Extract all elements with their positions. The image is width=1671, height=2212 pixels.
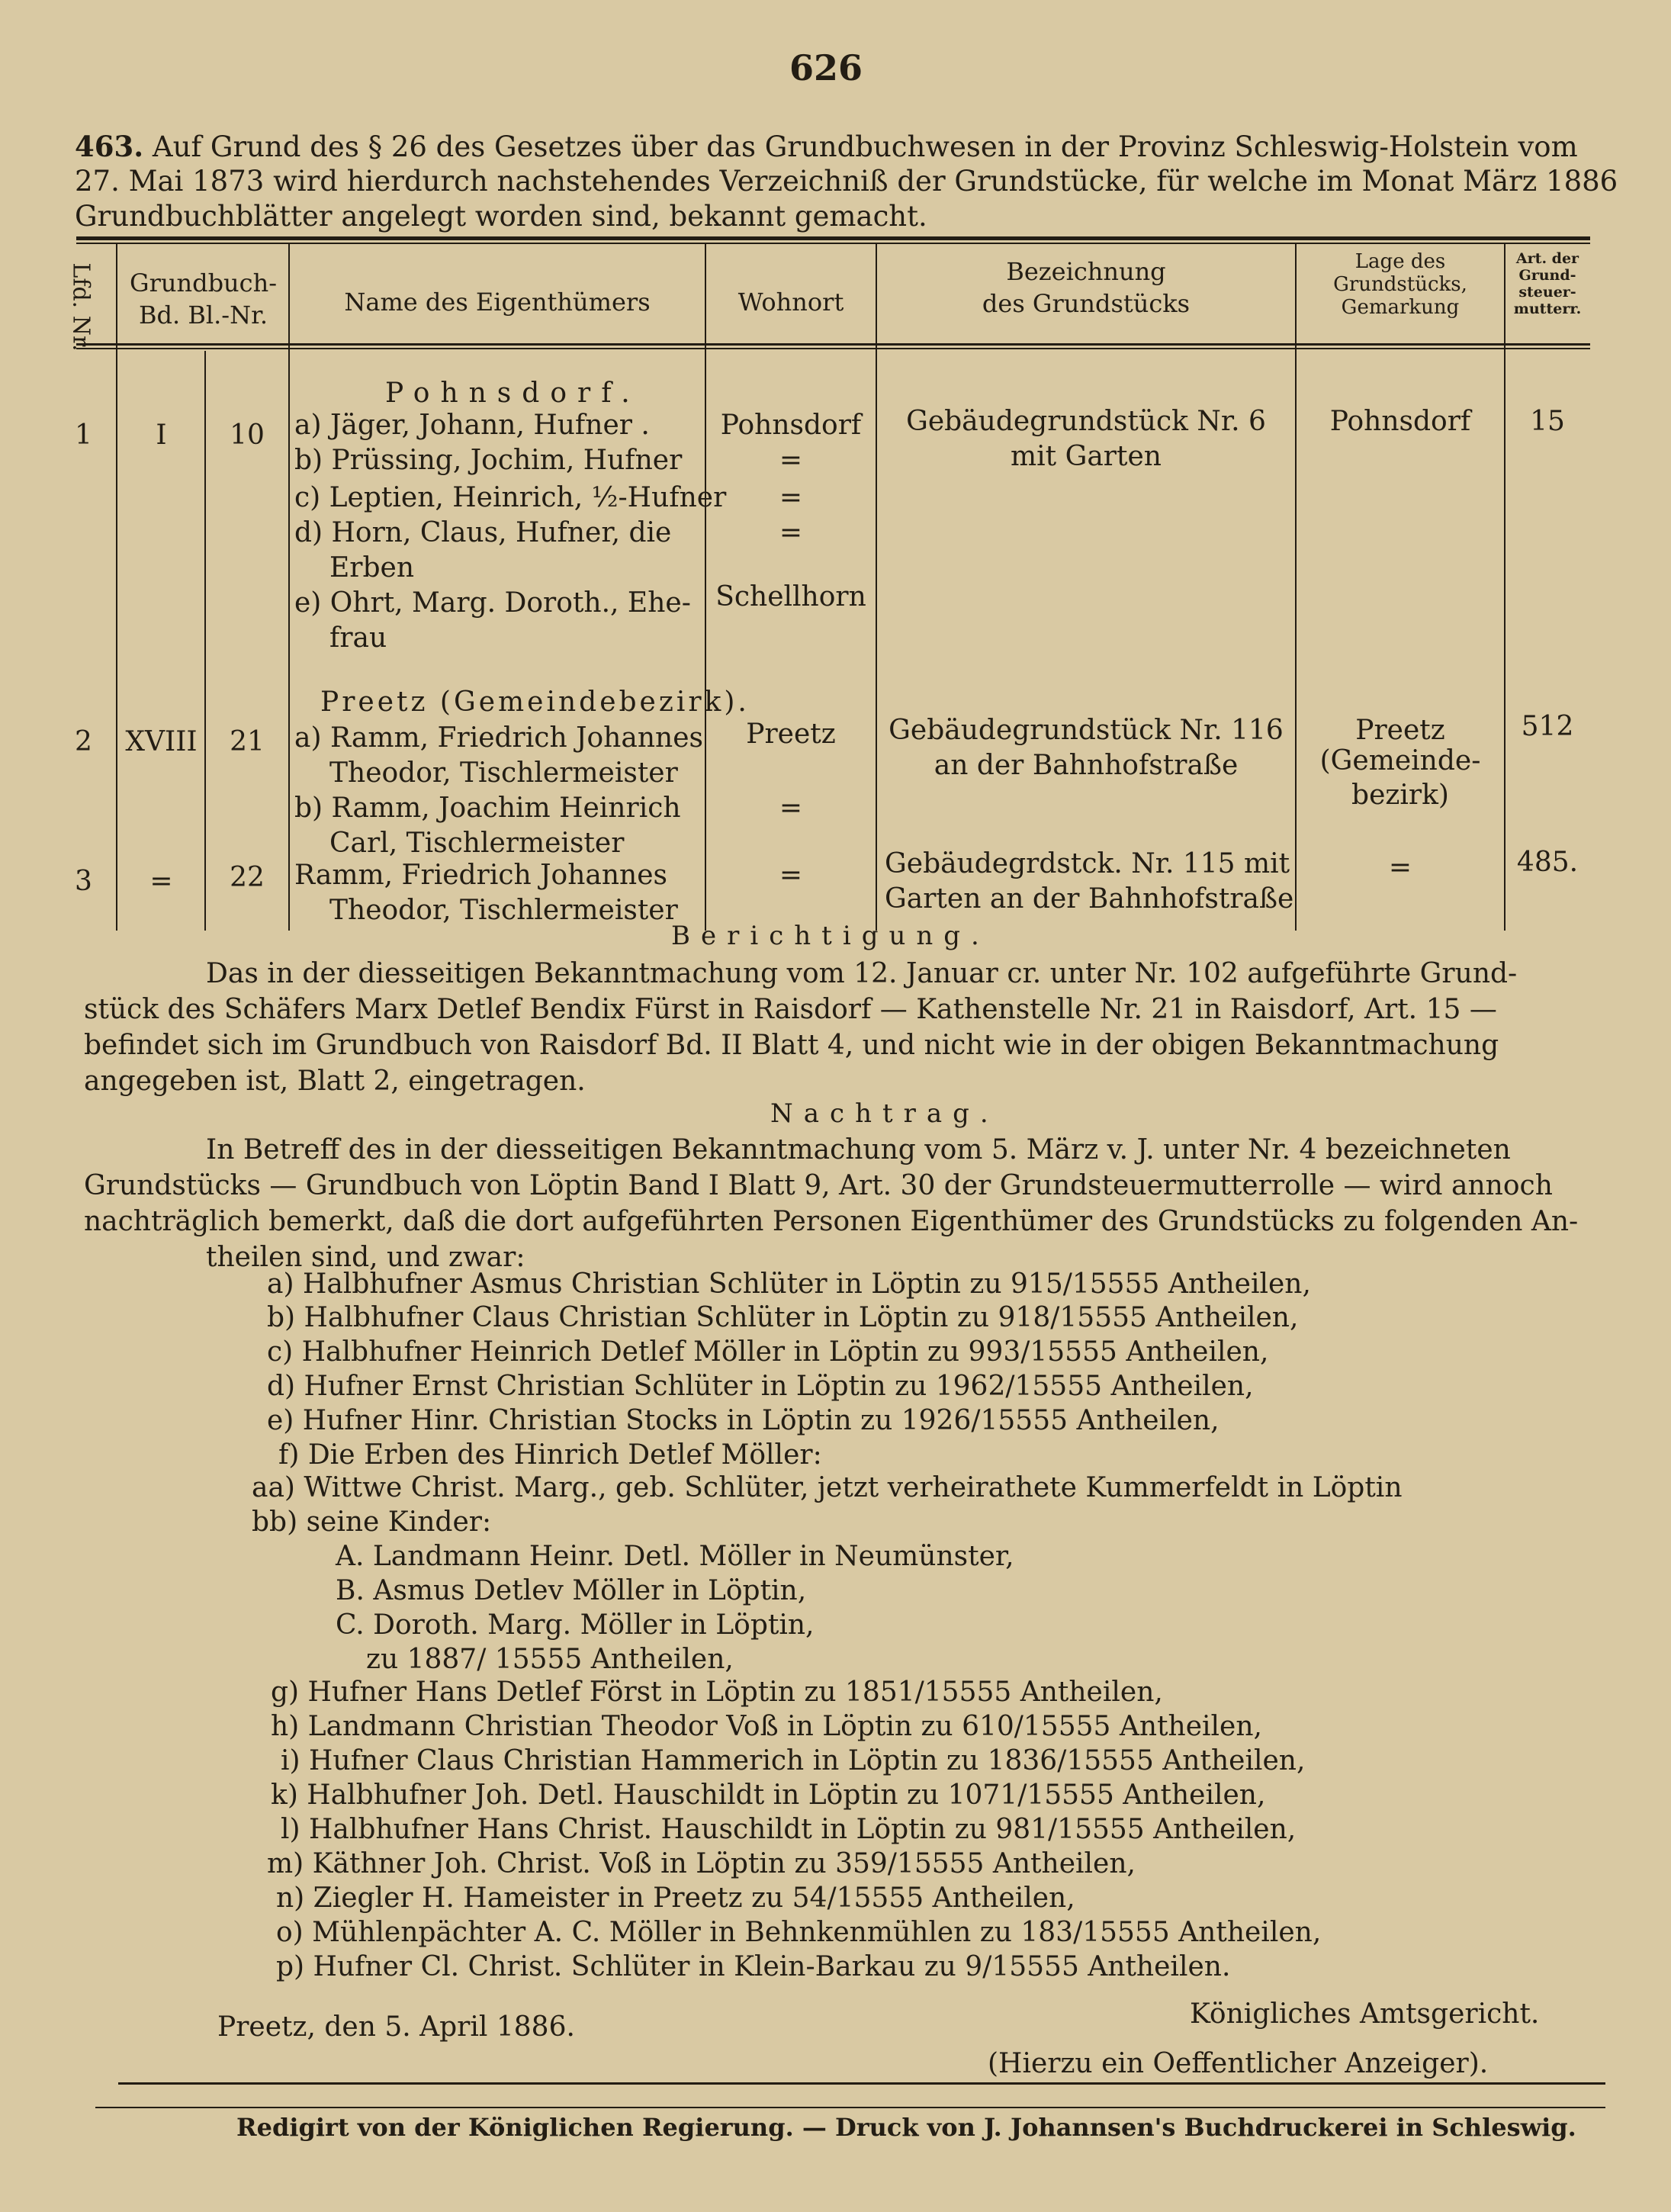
row1-wohnort-b: = <box>779 445 803 476</box>
row2-lage-3: bezirk) <box>1351 780 1449 811</box>
row1-owner-d-cont: Erben <box>329 552 415 584</box>
list-item: A. Landmann Heinr. Detl. Möller in Neumünster, <box>336 1541 1014 1572</box>
row2-lfd: 2 <box>75 726 92 757</box>
header-lage: Lage des Grundstücks, Gemarkung <box>1333 250 1467 319</box>
row1-bl: 10 <box>230 420 265 451</box>
header-art: Art. der Grund- steuer- mutterr. <box>1513 250 1582 317</box>
closing-rule <box>118 2082 1605 2085</box>
row1-wohnort-c: = <box>779 482 803 513</box>
row1-owner-e-cont: frau <box>329 622 387 654</box>
row2-bd: XVIII <box>125 726 198 757</box>
list-item: B. Asmus Detlev Möller in Löptin, <box>336 1575 807 1606</box>
section-place-pohnsdorf: Pohnsdorf. <box>385 378 641 409</box>
row3-art: 485. <box>1516 847 1579 878</box>
list-item: g) Hufner Hans Detlef Först in Löptin zu 1851/15555 Antheilen, <box>271 1677 1163 1708</box>
nachtrag-line-1: In Betreff des in der diesseitigen Bekanntmachung vom 5. März v. J. unter Nr. 4 bezeichneten <box>206 1134 1511 1165</box>
list-item: c) Halbhufner Heinrich Detlef Möller in Löptin zu 993/15555 Antheilen, <box>267 1336 1269 1368</box>
row3-lfd: 3 <box>75 866 92 897</box>
row3-bd: = <box>149 866 173 897</box>
row2-bezeichnung-2: an der Bahnhofstraße <box>934 750 1239 781</box>
row2-owner-b: b) Ramm, Joachim Heinrich <box>294 793 681 824</box>
row2-owner-b-cont: Carl, Tischlermeister <box>329 828 625 859</box>
row1-owner-b: b) Prüssing, Jochim, Hufner <box>294 445 683 476</box>
berichtigung-line-4: angegeben ist, Blatt 2, eingetragen. <box>84 1066 586 1097</box>
row2-lage-1: Preetz <box>1355 715 1445 746</box>
col-divider-6 <box>1504 244 1506 931</box>
list-item: a) Halbhufner Asmus Christian Schlüter in Löptin zu 915/15555 Antheilen, <box>267 1268 1311 1300</box>
row3-owner-cont: Theodor, Tischlermeister <box>329 895 678 926</box>
row1-art: 15 <box>1530 406 1565 437</box>
row1-wohnort-a: Pohnsdorf <box>720 410 862 441</box>
nachtrag-line-3: nachträglich bemerkt, daß die dort aufgeführten Personen Eigenthümer des Grundstücks zu folgenden An- <box>84 1206 1579 1237</box>
list-item: b) Halbhufner Claus Christian Schlüter in Löptin zu 918/15555 Antheilen, <box>267 1302 1299 1333</box>
berichtigung-line-1: Das in der diesseitigen Bekanntmachung vom 12. Januar cr. unter Nr. 102 aufgeführte Grund- <box>206 958 1518 989</box>
row1-lage: Pohnsdorf <box>1329 406 1471 437</box>
row2-lage-2: (Gemeinde- <box>1319 745 1481 776</box>
row2-bezeichnung-1: Gebäudegrundstück Nr. 116 <box>889 715 1284 746</box>
table-top-rule <box>76 236 1590 240</box>
section-place-preetz: Preetz (Gemeindebezirk). <box>320 686 750 718</box>
list-item: m) Käthner Joh. Christ. Voß in Löptin zu 359/15555 Antheilen, <box>267 1848 1136 1879</box>
nachtrag-line-4: theilen sind, und zwar: <box>206 1242 525 1273</box>
row2-wohnort-b: = <box>779 793 803 824</box>
list-item: d) Hufner Ernst Christian Schlüter in Löptin zu 1962/15555 Antheilen, <box>267 1371 1254 1402</box>
intro-line-1: 463. Auf Grund des § 26 des Gesetzes über das Grundbuchwesen in der Provinz Schleswig-Holstein vom <box>75 130 1578 163</box>
row1-owner-e: e) Ohrt, Marg. Doroth., Ehe- <box>294 587 691 619</box>
row2-wohnort-a: Preetz <box>746 719 836 750</box>
list-item: l) Halbhufner Hans Christ. Hauschildt in Löptin zu 981/15555 Antheilen, <box>281 1814 1297 1845</box>
list-item: C. Doroth. Marg. Möller in Löptin, <box>336 1609 815 1641</box>
page-number: 626 <box>789 47 863 88</box>
list-item: f) Die Erben des Hinrich Detlef Möller: <box>278 1439 822 1471</box>
row3-lage: = <box>1388 852 1412 883</box>
nachtrag-line-2: Grundstücks — Grundbuch von Löptin Band I Blatt 9, Art. 30 der Grundsteuermutterrolle — wird annoch <box>84 1170 1553 1201</box>
header-grundbuch: Grundbuch- Bd. Bl.-Nr. <box>130 268 277 330</box>
row1-wohnort-e: Schellhorn <box>715 581 866 612</box>
row2-owner-a: a) Ramm, Friedrich Johannes <box>294 722 703 754</box>
berichtigung-line-3: befindet sich im Grundbuch von Raisdorf Bd. II Blatt 4, und nicht wie in der obigen Bekanntmachung <box>84 1030 1499 1061</box>
row3-owner: Ramm, Friedrich Johannes <box>294 860 668 891</box>
list-item: bb) seine Kinder: <box>252 1506 492 1538</box>
list-item: k) Halbhufner Joh. Detl. Hauschildt in Löptin zu 1071/15555 Antheilen, <box>271 1780 1266 1811</box>
berichtigung-line-2: stück des Schäfers Marx Detlef Bendix Fürst in Raisdorf — Kathenstelle Nr. 21 in Raisdorf, Art. 15 — <box>84 994 1497 1025</box>
header-wohnort: Wohnort <box>737 288 844 317</box>
row1-lfd: 1 <box>75 420 92 451</box>
row1-bd: I <box>156 420 167 451</box>
col-divider-2 <box>288 244 290 931</box>
row1-bezeichnung-2: mit Garten <box>1011 441 1162 472</box>
row3-bl: 22 <box>230 862 265 893</box>
intro-line-2: 27. Mai 1873 wird hierdurch nachstehendes Verzeichniß der Grundstücke, für welche im Monat März 1886 <box>75 165 1618 198</box>
header-lfd: Lfd. Nr. <box>67 262 95 352</box>
header-bezeichnung: Bezeichnung des Grundstücks <box>982 257 1191 318</box>
berichtigung-title: Berichtigung. <box>671 921 990 951</box>
list-item: p) Hufner Cl. Christ. Schlüter in Klein-Barkau zu 9/15555 Antheilen. <box>276 1951 1231 1982</box>
table-header-rule <box>76 343 1590 346</box>
row1-owner-c: c) Leptien, Heinrich, ½-Hufner <box>294 482 727 513</box>
list-item: zu 1887/ 15555 Antheilen, <box>366 1644 734 1675</box>
col-divider-5 <box>1295 244 1297 931</box>
row2-bl: 21 <box>230 726 265 757</box>
list-item: n) Ziegler H. Hameister in Preetz zu 54/15555 Antheilen, <box>276 1882 1075 1914</box>
row3-wohnort: = <box>779 860 803 891</box>
printer-footer: Redigirt von der Königlichen Regierung. — Druck von J. Johannsen's Buchdruckerei in Schleswig. <box>236 2113 1576 2142</box>
row3-bezeichnung-1: Gebäudegrdstck. Nr. 115 mit <box>885 848 1290 879</box>
table-header-rule-thin <box>76 348 1590 349</box>
row2-owner-a-cont: Theodor, Tischlermeister <box>329 757 678 789</box>
header-name: Name des Eigenthümers <box>344 288 651 317</box>
row1-owner-d: d) Horn, Claus, Hufner, die <box>294 517 672 548</box>
col-divider-4 <box>876 244 877 931</box>
place-date: Preetz, den 5. April 1886. <box>217 2011 575 2043</box>
nachtrag-title: Nachtrag. <box>770 1098 999 1129</box>
notice-number: 463. <box>75 130 144 163</box>
row2-art: 512 <box>1521 711 1574 742</box>
list-item: i) Hufner Claus Christian Hammerich in Löptin zu 1836/15555 Antheilen, <box>281 1745 1306 1776</box>
row3-bezeichnung-2: Garten an der Bahnhofstraße <box>885 883 1294 915</box>
table-top-rule-thin <box>76 243 1590 244</box>
list-item: aa) Wittwe Christ. Marg., geb. Schlüter, jetzt verheirathete Kummerfeldt in Löptin <box>252 1472 1403 1503</box>
row1-owner-a: a) Jäger, Johann, Hufner . <box>294 410 650 441</box>
list-item: h) Landmann Christian Theodor Voß in Löptin zu 610/15555 Antheilen, <box>271 1711 1262 1742</box>
row1-bezeichnung-1: Gebäudegrundstück Nr. 6 <box>906 406 1266 437</box>
intro-line-3: Grundbuchblätter angelegt worden sind, bekannt gemacht. <box>75 200 927 233</box>
col-divider-1 <box>116 244 117 931</box>
list-item: o) Mühlenpächter A. C. Möller in Behnkenmühlen zu 183/15555 Antheilen, <box>276 1917 1322 1948</box>
list-item: e) Hufner Hinr. Christian Stocks in Löptin zu 1926/15555 Antheilen, <box>267 1405 1220 1436</box>
annex-note: (Hierzu ein Oeffentlicher Anzeiger). <box>988 2048 1489 2079</box>
authority: Königliches Amtsgericht. <box>1190 1998 1540 2030</box>
row1-wohnort-d: = <box>779 517 803 548</box>
footer-rule <box>95 2107 1605 2108</box>
